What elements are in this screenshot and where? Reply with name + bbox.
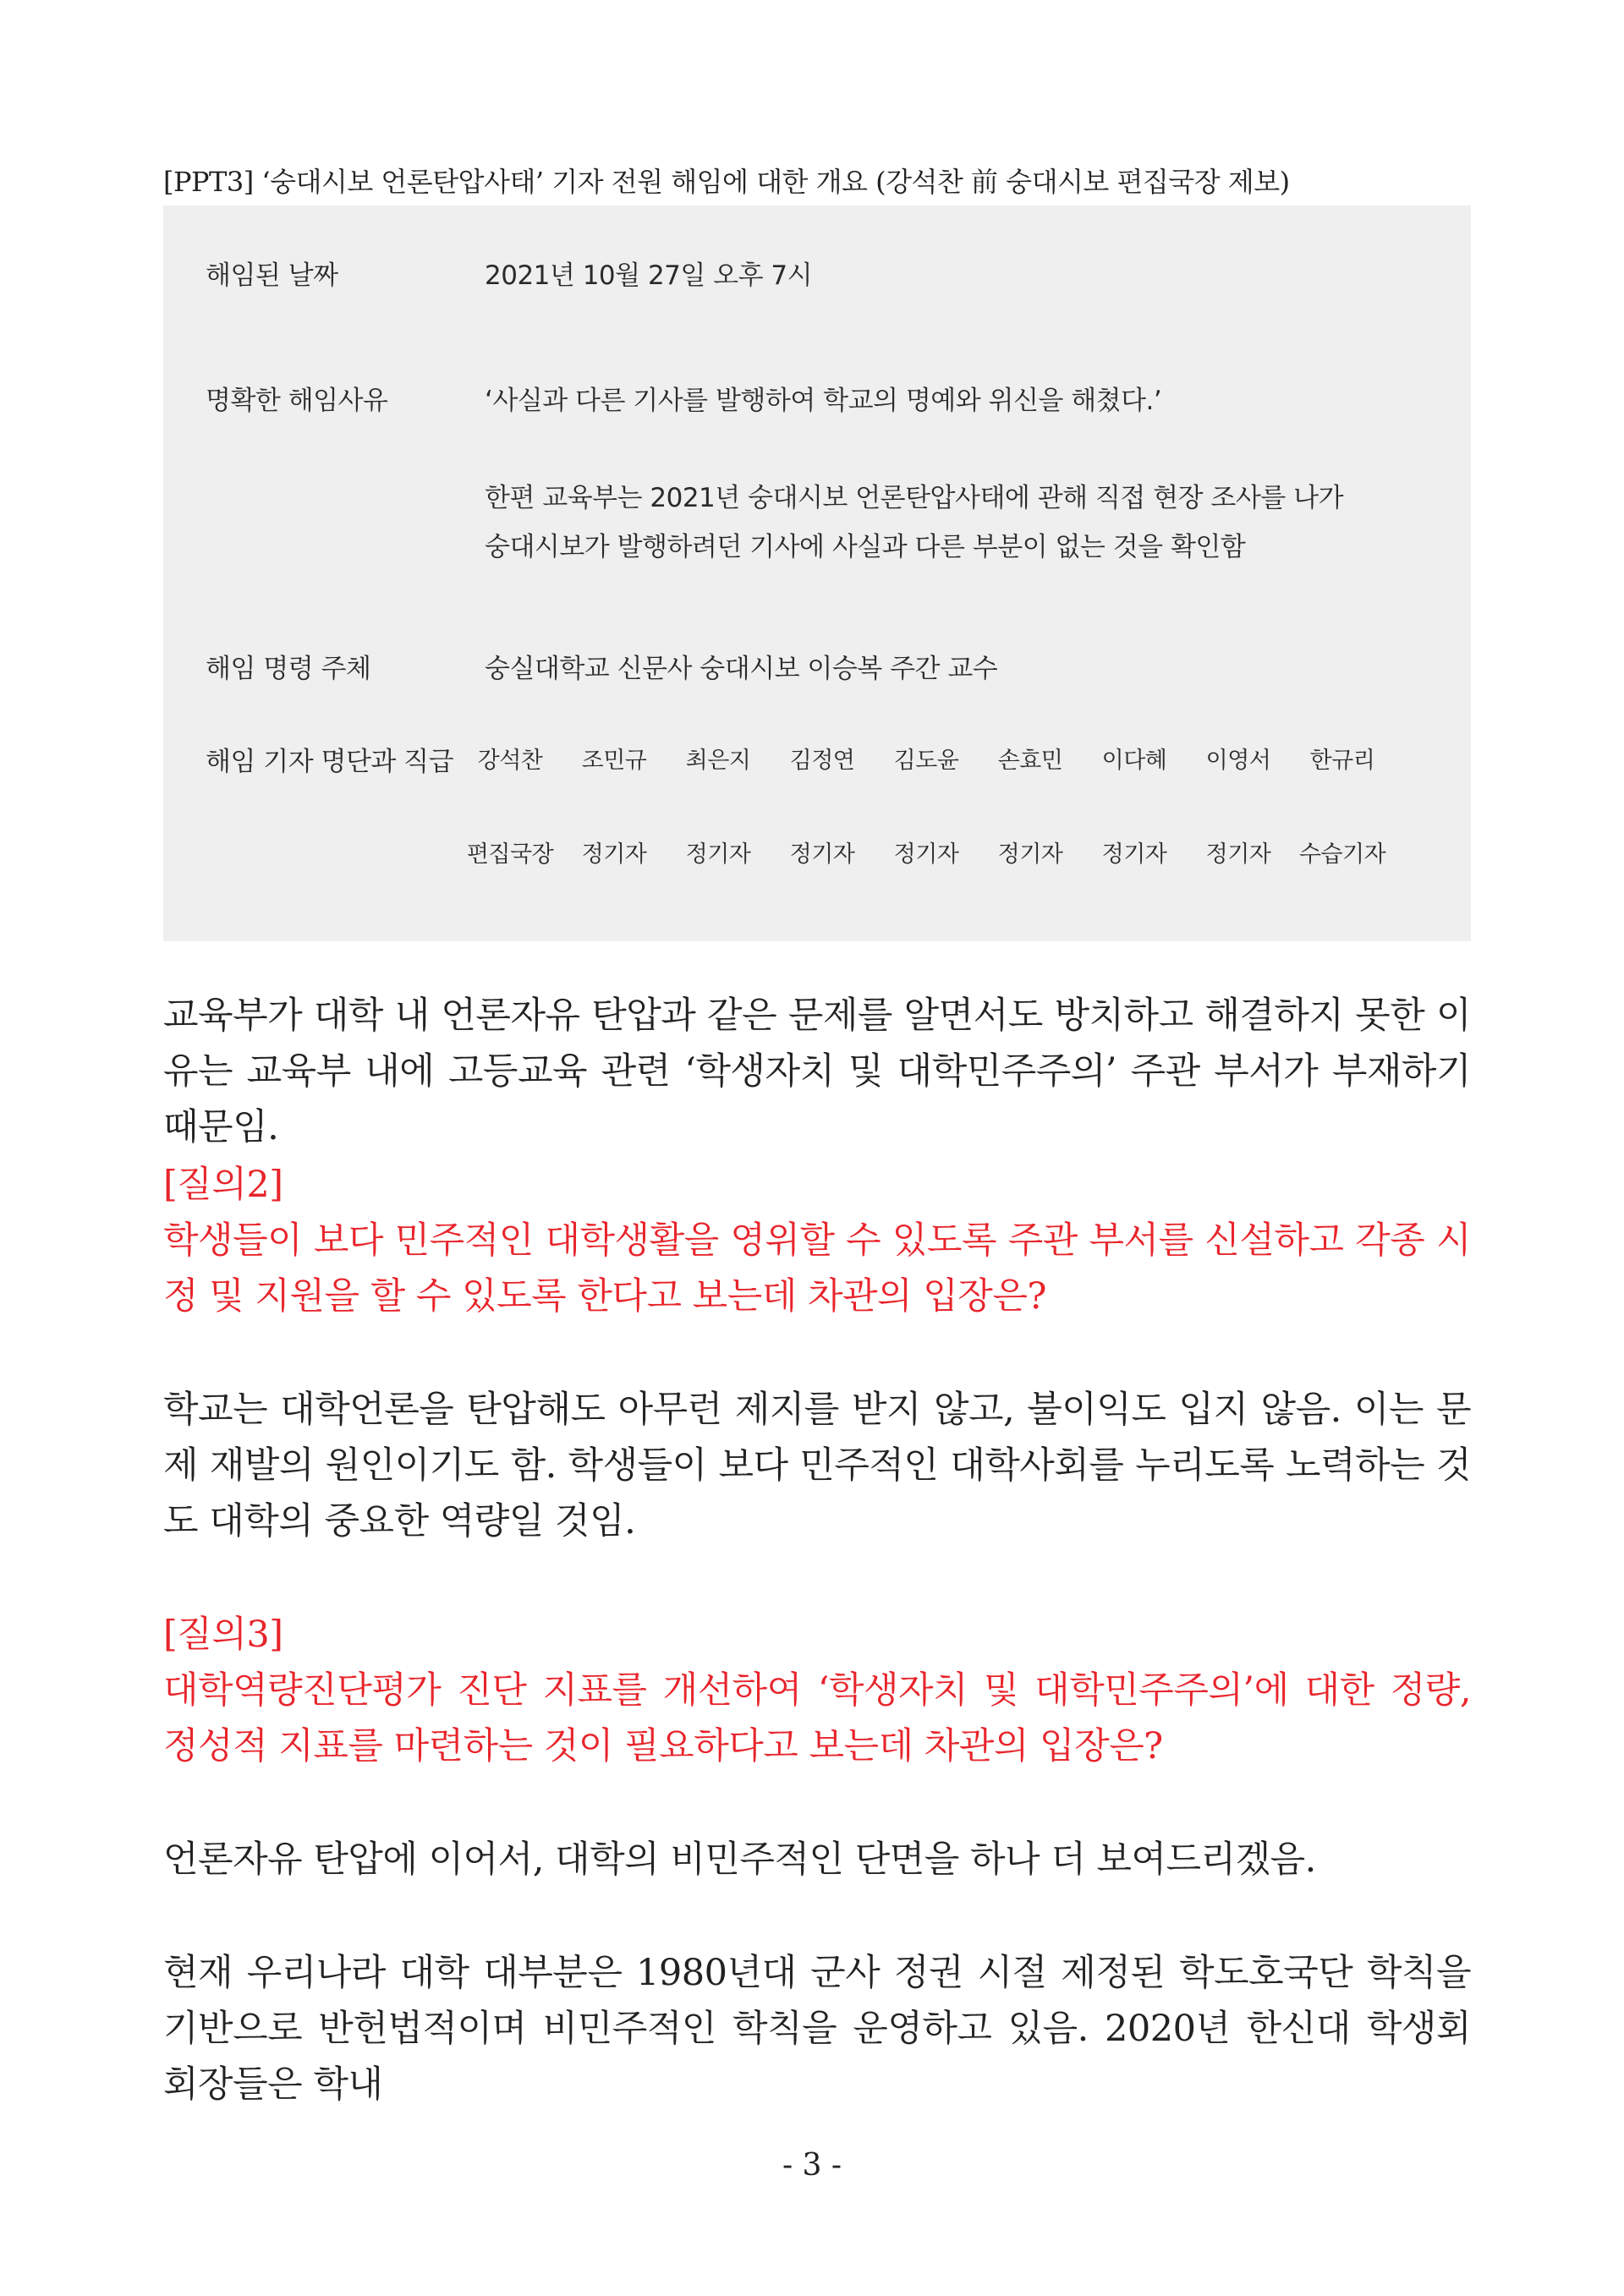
page-number: - 3 - (782, 2148, 842, 2183)
date-value: 2021년 10월 27일 오후 7시 (485, 260, 813, 291)
reporter-rank: 정기자 (581, 841, 647, 868)
note-line-2: 숭대시보가 발행하려던 기사에 사실과 다른 부분이 없는 것을 확인함 (485, 532, 1246, 562)
reporter-rank: 정기자 (1101, 841, 1167, 868)
reporter-rank: 정기자 (893, 841, 959, 868)
note-line-1: 한편 교육부는 2021년 숭대시보 언론탄압사태에 관해 직접 현장 조사를 나가 (485, 483, 1344, 513)
reporter-rank: 정기자 (997, 841, 1063, 868)
question-2-text: 학생들이 보다 민주적인 대학생활을 영위할 수 있도록 주관 부서를 신설하고 각종 시정 및 지원을 할 수 있도록 한다고 보는데 차관의 입장은? (163, 1219, 1471, 1318)
reporters-label: 해임 기자 명단과 직급 (206, 747, 454, 777)
reporter-name: 김정연 (789, 748, 855, 774)
paragraph-4: 현재 우리나라 대학 대부분은 1980년대 군사 정권 시절 제정된 학도호국단 학칙을 기반으로 반헌법적이며 비민주적인 학칙을 운영하고 있음. 2020년 한신대 학생회 회장들은 학내 (163, 1952, 1471, 2106)
reporter-name: 이다혜 (1101, 748, 1167, 774)
paragraph-3: 언론자유 탄압에 이어서, 대학의 비민주적인 단면을 하나 더 보여드리겠음. (163, 1838, 1316, 1881)
reporter-name: 손효민 (997, 748, 1063, 774)
order-label: 해임 명령 주체 (206, 654, 371, 684)
question-3-text: 대학역량진단평가 진단 지표를 개선하여 ‘학생자치 및 대학민주주의’에 대한 정량, 정성적 지표를 마련하는 것이 필요하다고 보는데 차관의 입장은? (163, 1669, 1471, 1767)
order-value: 숭실대학교 신문사 숭대시보 이승복 주간 교수 (485, 654, 998, 684)
reporter-name: 최은지 (685, 748, 751, 774)
table-caption: [PPT3] ‘숭대시보 언론탄압사태’ 기자 전원 해임에 대한 개요 (강석찬 前 숭대시보 편집국장 제보) (163, 166, 1290, 198)
paragraph-1: 교육부가 대학 내 언론자유 탄압과 같은 문제를 알면서도 방치하고 해결하지 못한 이유는 교육부 내에 고등교육 관련 ‘학생자치 및 대학민주주의’ 주관 부서가 부재하기 때문임. (163, 995, 1471, 1148)
question-3-title: [질의3] (163, 1614, 283, 1656)
question-2-title: [질의2] (163, 1164, 283, 1206)
dismissal-summary-table (163, 205, 1471, 941)
reporter-rank: 정기자 (685, 841, 751, 868)
reason-label: 명확한 해임사유 (206, 386, 388, 416)
reporter-name: 김도윤 (893, 748, 959, 774)
reporter-name: 조민규 (581, 748, 647, 774)
reporter-name: 한규리 (1309, 748, 1375, 774)
date-label: 해임된 날짜 (206, 260, 338, 291)
reporter-name: 강석찬 (477, 748, 543, 774)
reporter-rank: 수습기자 (1298, 841, 1386, 868)
reporter-name: 이영서 (1205, 748, 1271, 774)
reporter-rank: 정기자 (1205, 841, 1271, 868)
reason-value: ‘사실과 다른 기사를 발행하여 학교의 명예와 위신을 해쳤다.’ (485, 386, 1162, 416)
reporter-rank: 편집국장 (466, 841, 554, 868)
paragraph-2: 학교는 대학언론을 탄압해도 아무런 제지를 받지 않고, 불이익도 입지 않음. 이는 문제 재발의 원인이기도 함. 학생들이 보다 민주적인 대학사회를 누리도록 노력하는 것도 대학의 중요한 역량일 것임. (163, 1389, 1471, 1543)
reporter-rank: 정기자 (789, 841, 855, 868)
